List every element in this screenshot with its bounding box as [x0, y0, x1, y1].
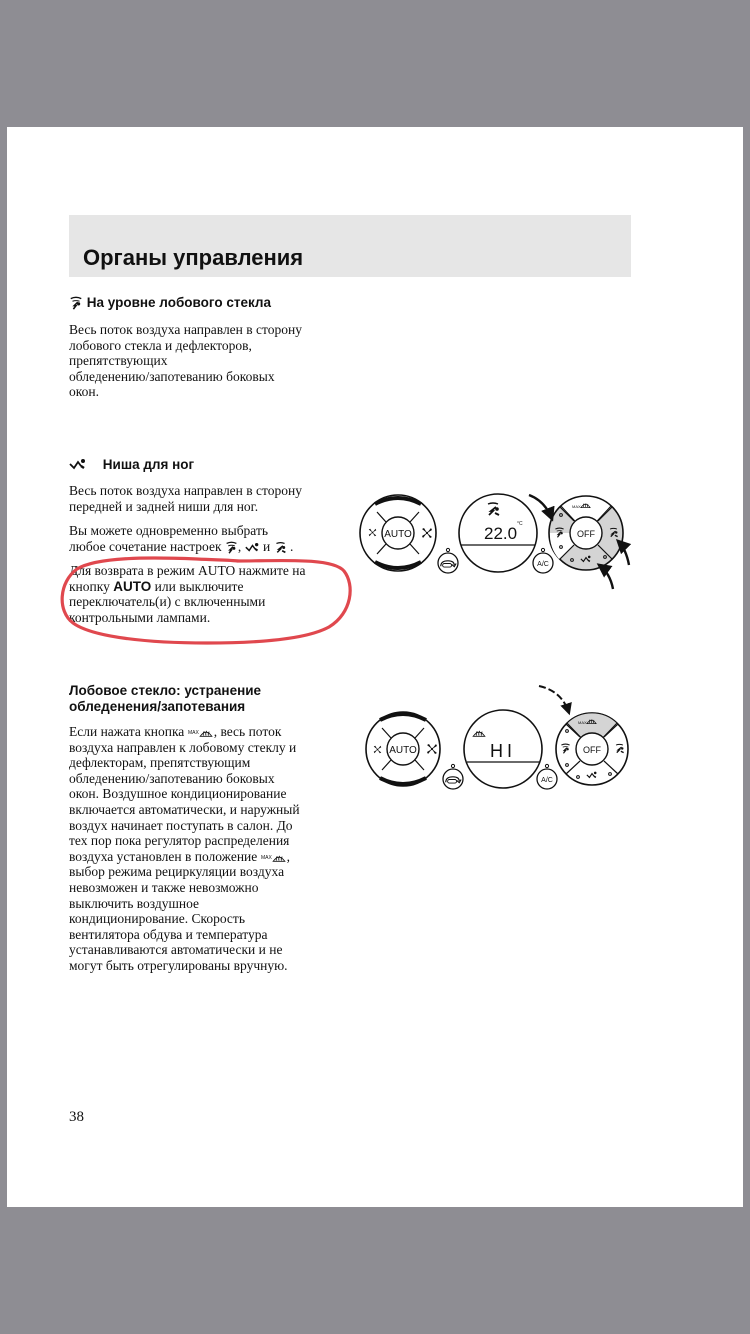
text-line: обледенению/запотеванию боковых	[69, 770, 275, 786]
text-line: лобового стекла и дефлекторов,	[69, 337, 252, 353]
recirc-button	[443, 764, 463, 789]
text-line: кондиционирование. Скорость	[69, 911, 245, 927]
section-heading-footwell	[69, 457, 194, 472]
text-line: передней и задней ниши для ног.	[69, 498, 259, 514]
text-line: воздух начинает поступать в салон. До	[69, 817, 293, 833]
recirc-button	[438, 548, 458, 573]
section-heading-windshield	[69, 295, 271, 310]
max-defrost-icon	[188, 727, 214, 739]
max-defrost-icon-label: MAX	[260, 854, 272, 861]
text-line: воздуха направлен к лобовому стеклу и	[69, 739, 297, 755]
text-line: включается автоматически, и наружный	[69, 801, 300, 817]
airflow-mode-dial	[549, 496, 623, 570]
text-line: окон. Воздушное кондиционирование	[69, 786, 287, 802]
temperature-display	[459, 494, 537, 572]
text-line: обледенению/запотеванию боковых	[69, 368, 275, 384]
text-line: Вы можете одновременно выбрать	[69, 523, 269, 538]
text-fragment: .	[290, 538, 294, 554]
section-heading-defrost	[69, 683, 261, 715]
text-fragment: и	[263, 538, 271, 554]
text-line: Для возврата в режим AUTO нажмите на	[69, 563, 306, 578]
display-hi: HI	[490, 741, 516, 761]
text-line: вентилятора обдува и температура	[69, 926, 268, 942]
auto-keyword: AUTO	[113, 578, 152, 594]
text-line: устанавливаются автоматически и не	[69, 942, 283, 958]
ac-button-label: A/C	[537, 561, 549, 568]
temperature-display	[464, 710, 542, 788]
text-line	[69, 539, 349, 555]
max-defrost-label: MAX	[572, 504, 581, 509]
display-unit: °C	[517, 521, 523, 527]
text-fragment: или выключите	[154, 578, 244, 594]
climate-panel-illustration-1	[359, 487, 639, 617]
fan-dial	[360, 495, 436, 571]
text-fragment: , весь поток	[213, 724, 282, 739]
text-line: Весь поток воздуха направлен в сторону	[69, 483, 302, 498]
text-line: выключить воздушное	[69, 895, 200, 911]
highlight-circle	[7, 127, 743, 1207]
text-fragment: ,	[237, 538, 242, 554]
text-fragment: кнопку	[69, 578, 110, 594]
auto-button-label: AUTO	[389, 745, 417, 756]
windshield-airflow-icon	[69, 296, 83, 310]
footwell-airflow-icon	[245, 542, 260, 554]
text-fragment: Если нажата кнопка	[69, 724, 185, 739]
footwell-paragraph-3	[69, 563, 349, 625]
text-line: выбор режима рециркуляции воздуха	[69, 864, 285, 880]
off-button-label: OFF	[577, 529, 595, 539]
defrost-heading-line: Лобовое стекло: устранение	[69, 683, 262, 698]
text-fragment: ,	[286, 848, 291, 864]
manual-page	[7, 127, 743, 1207]
max-defrost-icon-label: MAX	[187, 729, 199, 736]
ac-button-label: A/C	[541, 777, 553, 784]
footwell-paragraph-2	[69, 523, 349, 554]
off-button-label: OFF	[583, 745, 601, 755]
text-line: могут быть отрегулированы вручную.	[69, 957, 288, 973]
windshield-footwell-icon	[274, 541, 287, 554]
text-line: тех пор пока регулятор распределения	[69, 833, 290, 849]
climate-panel-illustration-2	[359, 681, 639, 801]
defrost-heading-line: обледенения/запотевания	[69, 699, 246, 714]
text-line	[69, 579, 349, 595]
defrost-paragraph	[69, 724, 349, 974]
windshield-paragraph	[69, 322, 349, 400]
footwell-heading-text: Ниша для ног	[102, 457, 195, 472]
text-line: переключатель(и) с включенными	[69, 594, 266, 610]
max-defrost-label: MAX	[578, 720, 587, 725]
dashed-pointer-arrow	[539, 686, 569, 713]
auto-button-label: AUTO	[384, 529, 412, 540]
text-fragment: воздуха установлен в положение	[69, 848, 258, 864]
text-line: окон.	[69, 384, 99, 400]
display-temperature: 22.0	[484, 524, 518, 543]
footwell-paragraph-1	[69, 483, 349, 514]
page-title: Органы управления	[83, 245, 304, 270]
ac-button	[533, 548, 553, 573]
text-fragment: любое сочетание настроек	[69, 538, 222, 554]
text-line: Весь поток воздуха направлен в сторону	[69, 322, 302, 337]
text-line: невозможен и также невозможно	[69, 879, 259, 895]
fan-dial	[366, 712, 440, 786]
text-line: контрольными лампами.	[69, 609, 211, 625]
windshield-heading-text: На уровне лобового стекла	[86, 295, 271, 310]
text-line: препятствующих	[69, 353, 168, 369]
windshield-airflow-icon	[225, 541, 238, 554]
footwell-airflow-icon	[69, 458, 87, 472]
max-defrost-icon	[261, 852, 287, 864]
ac-button	[537, 764, 557, 789]
pointer-arrow	[599, 565, 613, 589]
header-band	[69, 215, 631, 277]
pointer-arrow	[618, 541, 629, 565]
text-line	[69, 724, 349, 740]
text-line: дефлекторам, препятствующим	[69, 755, 251, 771]
text-line	[69, 849, 349, 865]
page-number: 38	[69, 1109, 84, 1125]
airflow-mode-dial	[556, 713, 628, 785]
